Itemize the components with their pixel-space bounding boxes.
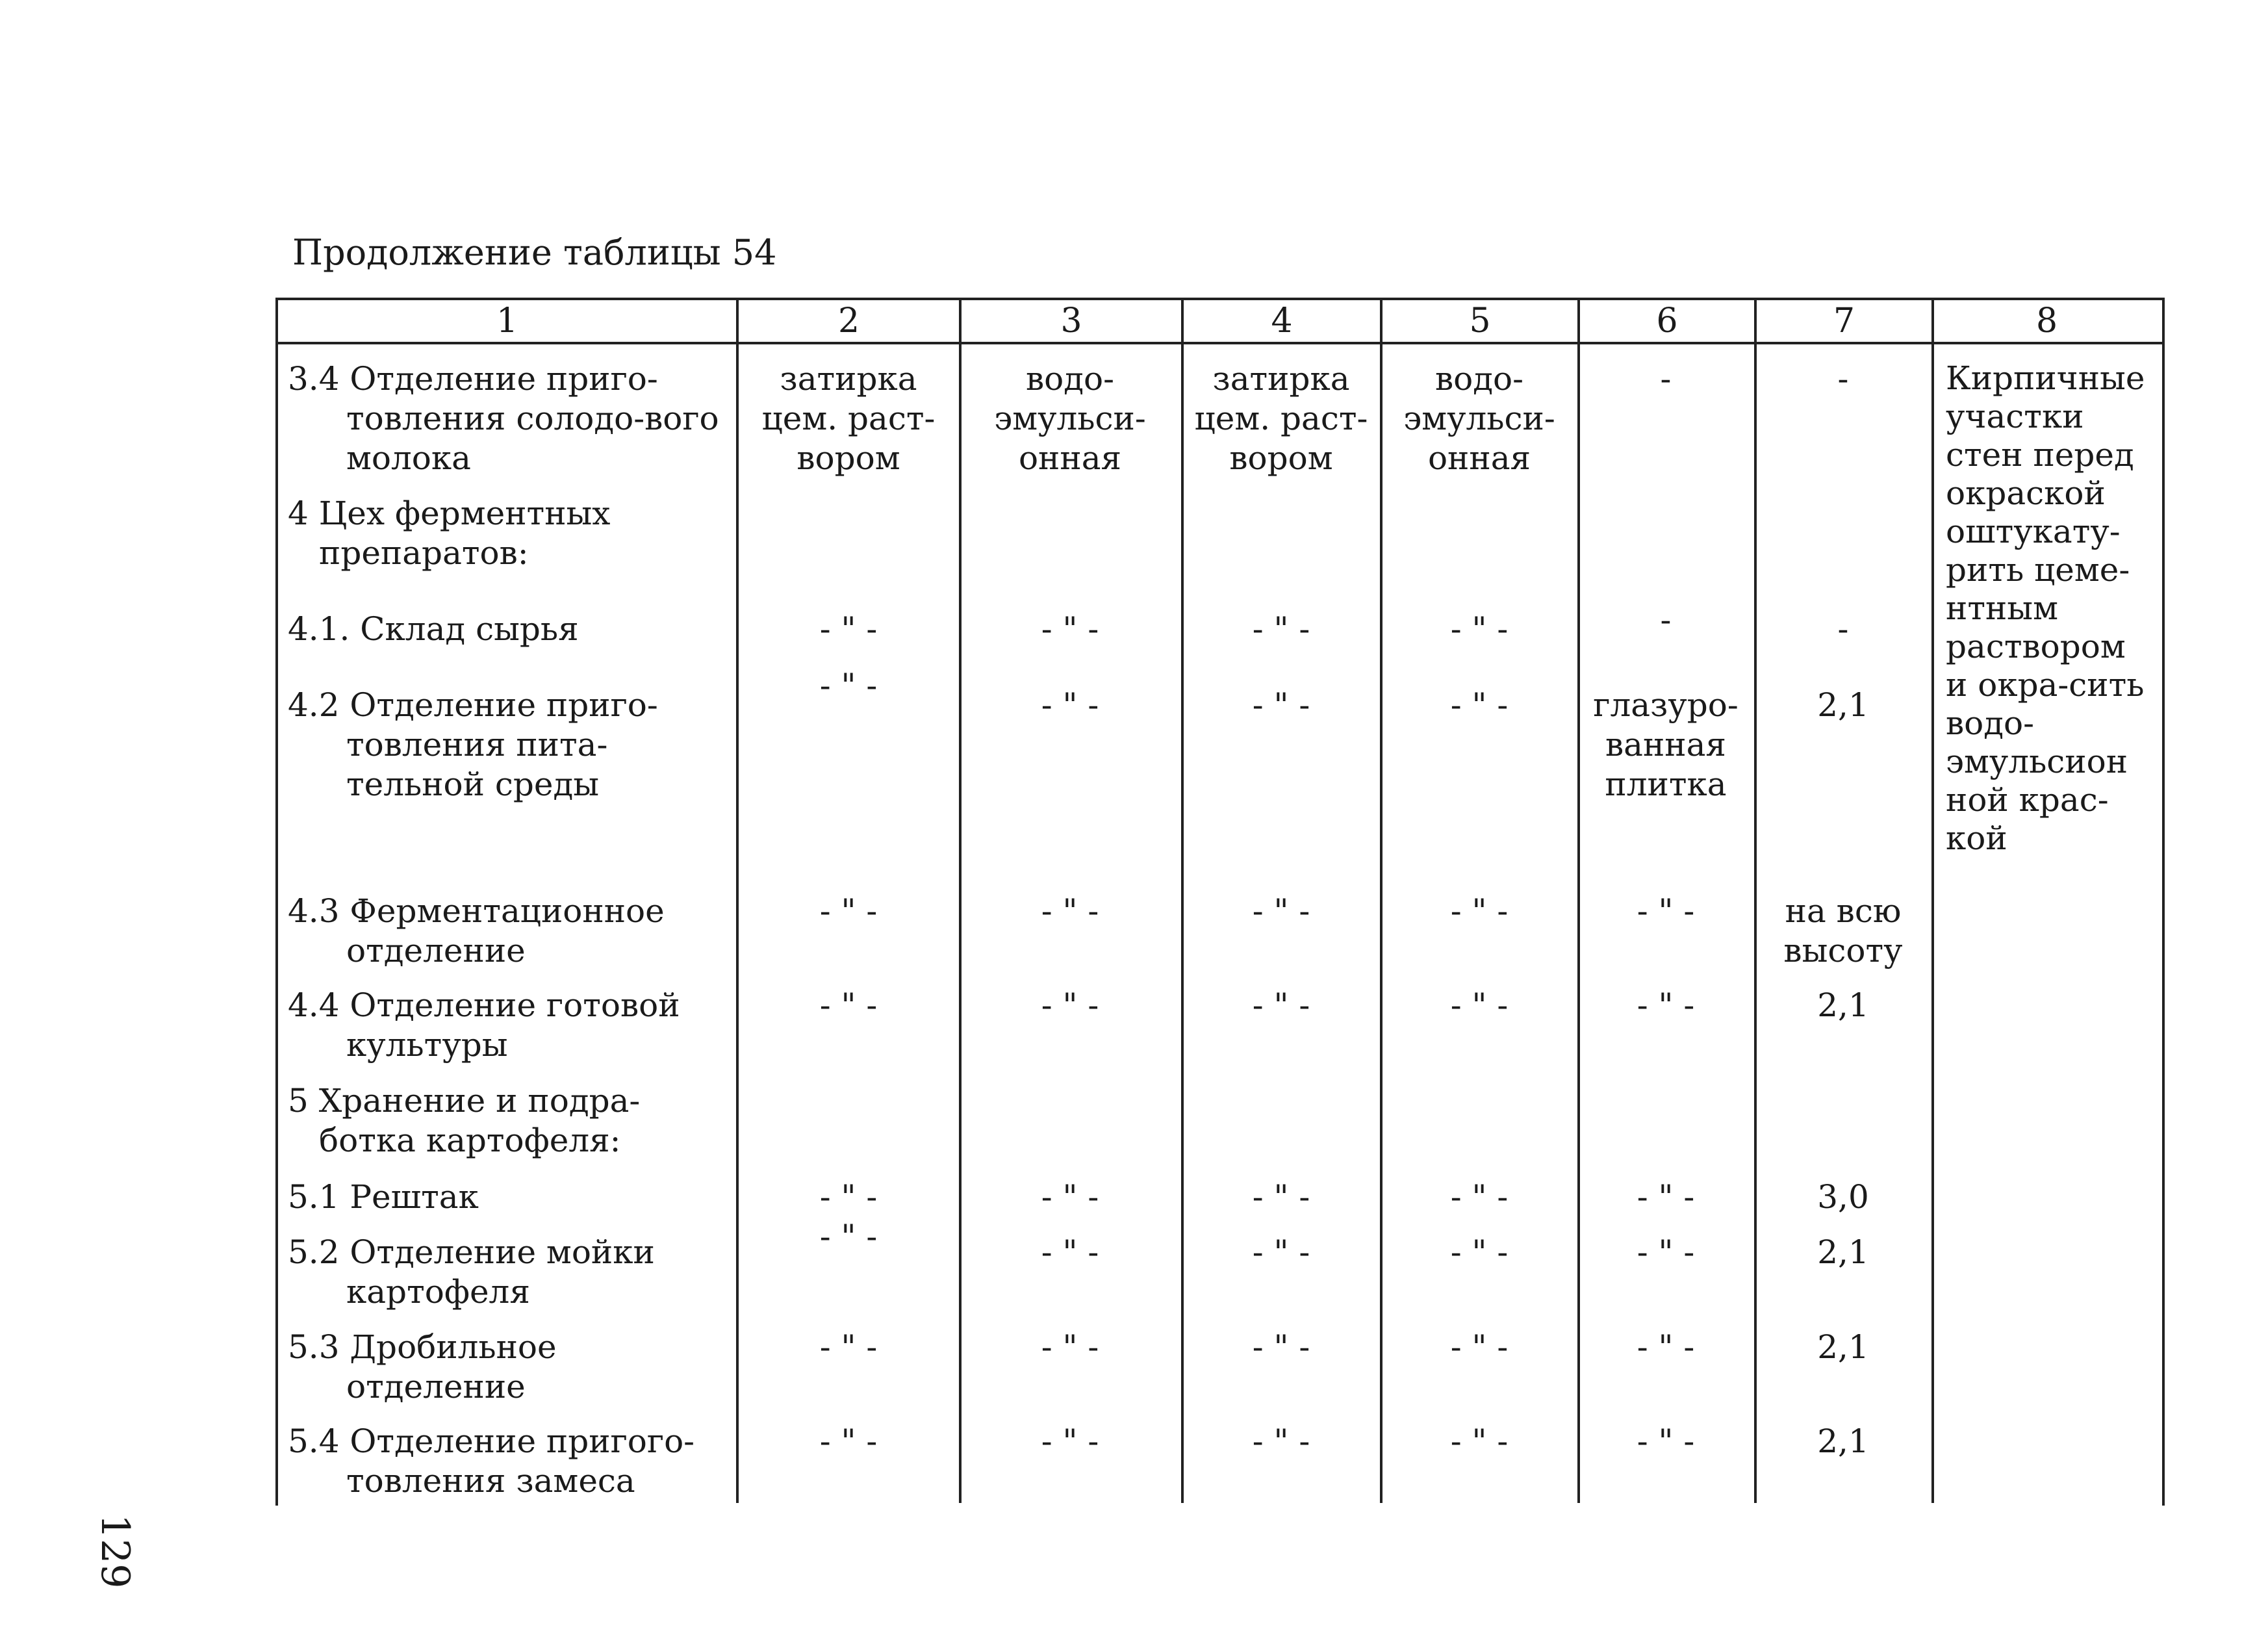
col2-value: - " - [819,1218,878,1255]
col6-value: - " - [1637,1422,1695,1460]
row-name: 5.1 Рештак [288,1178,479,1216]
col2-value: - " - [819,1328,878,1366]
row-name: 5 Хранение и подра-ботка картофеля: [288,1082,641,1159]
col4-value: - " - [1252,1178,1310,1216]
column-header: 7 [1833,302,1855,340]
col7-value: 2,1 [1817,686,1869,724]
col5-value: - " - [1450,1178,1509,1216]
col4-value: - " - [1252,610,1310,648]
col5-value: - " - [1450,686,1509,724]
col4-value: - " - [1252,1422,1310,1460]
col6-value: - " - [1637,892,1695,930]
col7-value: 3,0 [1817,1178,1869,1216]
page-number: 129 [92,1514,138,1589]
row-name: 5.4 Отделение пригого-товления замеса [288,1422,695,1500]
col5-value: - " - [1450,1233,1509,1271]
col4-value: - " - [1252,1328,1310,1366]
col6-value: - " - [1637,1328,1695,1366]
column-header: 6 [1656,302,1678,340]
col2-value: - " - [819,667,878,704]
col6-value: - [1660,601,1672,639]
column-header: 1 [496,302,518,340]
col7-value: 2,1 [1817,1233,1869,1271]
col7-value: - [1837,360,1849,398]
col2-value: - " - [819,1422,878,1460]
row-name: 5.2 Отделение мойки картофеля [288,1233,655,1311]
row-name: 4.1. Склад сырья [288,610,579,648]
col7-value: - [1837,610,1849,648]
col6-value: глазуро-ванная плитка [1593,686,1739,803]
col3-value: - " - [1041,686,1099,724]
col4-value: затирка цем. раст-вором [1194,360,1368,477]
col3-value: - " - [1041,1233,1099,1271]
col5-value: - " - [1450,986,1509,1024]
col3-value: водо-эмульси-онная [994,360,1146,477]
col2-value: затирка цем. раст-вором [761,360,936,477]
col6-value: - " - [1637,986,1695,1024]
col4-value: - " - [1252,686,1310,724]
row-name: 4 Цех ферментных препаратов: [288,494,611,572]
col6-value: - [1660,360,1672,398]
column-header: 5 [1469,302,1491,340]
col7-value: 2,1 [1817,986,1869,1024]
col3-value: - " - [1041,986,1099,1024]
column-divider [1931,298,1934,1503]
column-header: 8 [2035,302,2058,340]
col5-value: - " - [1450,1422,1509,1460]
col6-value: - " - [1637,1178,1695,1216]
col4-value: - " - [1252,892,1310,930]
col5-value: водо-эмульси-онная [1403,360,1555,477]
col3-value: - " - [1041,1422,1099,1460]
row-name: 3.4 Отделение приго-товления солодо-вого молока [288,360,719,477]
row-name: 4.2 Отделение приго-товления пита-тельной среды [288,686,658,803]
col5-value: - " - [1450,1328,1509,1366]
column-header: 2 [837,302,860,340]
col5-value: - " - [1450,610,1509,648]
col4-value: - " - [1252,1233,1310,1271]
row-name: 5.3 Дробильное отделение [288,1328,557,1406]
col2-value: - " - [819,1178,878,1216]
col2-value: - " - [819,892,878,930]
column-header: 4 [1271,302,1293,340]
column-header: 3 [1060,302,1082,340]
column8-note: Кирпичные участки стен перед окраской оштукату-рить цеме-нтным раствором и окра-сить водо-эмульсион ной крас-кой [1946,359,2145,857]
col7-value: на всю высоту [1783,892,1903,970]
col2-value: - " - [819,610,878,648]
col6-value: - " - [1637,1233,1695,1271]
col2-value: - " - [819,986,878,1024]
col4-value: - " - [1252,986,1310,1024]
col5-value: - " - [1450,892,1509,930]
col7-value: 2,1 [1817,1328,1869,1366]
row-name: 4.3 Ферментационное отделение [288,892,665,970]
col3-value: - " - [1041,892,1099,930]
row-name: 4.4 Отделение готовой культуры [288,986,680,1064]
col3-value: - " - [1041,1178,1099,1216]
col7-value: 2,1 [1817,1422,1869,1460]
header-divider [275,342,2162,344]
table-caption: Продолжение таблицы 54 [292,232,777,273]
col3-value: - " - [1041,610,1099,648]
col3-value: - " - [1041,1328,1099,1366]
